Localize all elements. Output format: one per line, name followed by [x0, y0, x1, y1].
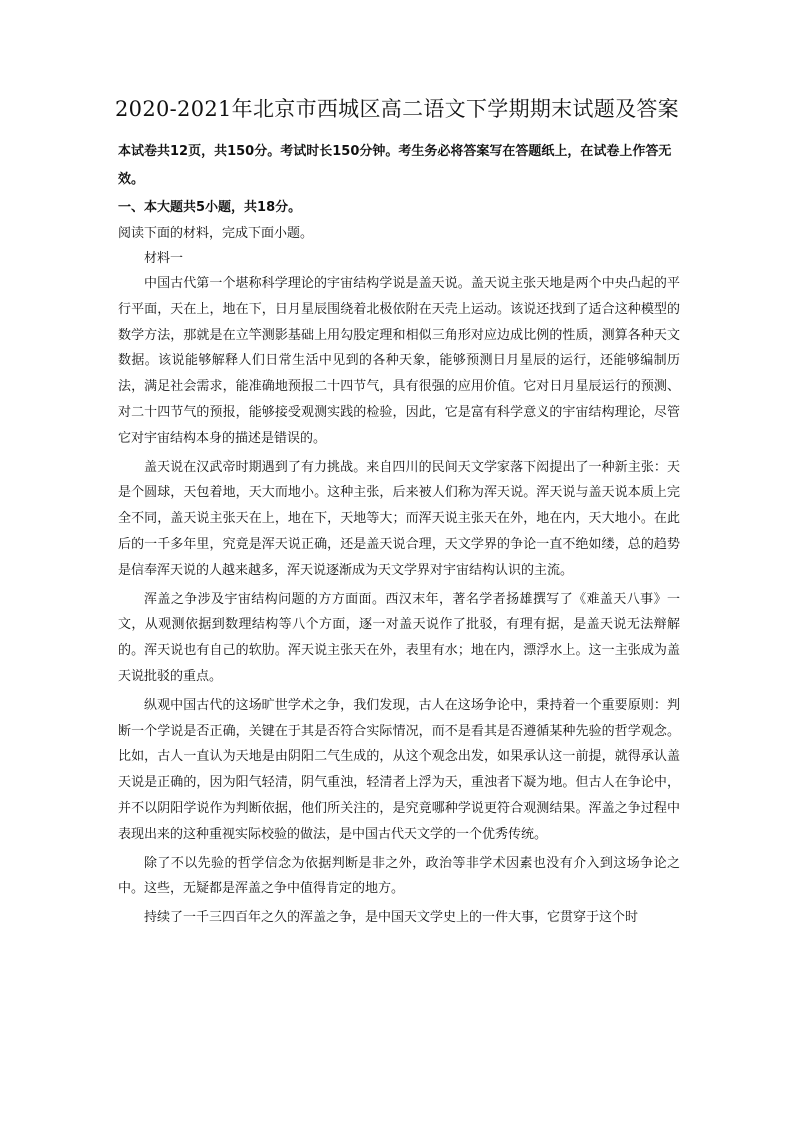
paragraph: 中国古代第一个堪称科学理论的宇宙结构学说是盖天说。盖天说主张天地是两个中央凸起的平行平面，天在上，地在下，日月星辰围绕着北极依附在天壳上运动。该说还找到了适合这种模型的数学方法，那就是在立竿测影基础上用勾股定理和相似三角形对应边成比例的性质，测算各种天文数据。该说能够解释人们日常生活中见到的各种天象，能够预测日月星辰的运行，还能够编制历法，满足社会需求，能准确地预报二十四节气，具有很强的应用价值。它对日月星辰运行的预测、对二十四节气的预报，能够接受观测实践的检验，因此，它是富有科学意义的宇宙结构理论，尽管它对宇宙结构本身的描述是错误的。	[118, 276, 680, 446]
exam-intro: 本试卷共12页，共150分。考试时长150分钟。考生务必将答案写在答题纸上，在试卷上作答无效。	[118, 144, 672, 187]
paragraph: 纵观中国古代的这场旷世学术之争，我们发现，古人在这场争论中，秉持着一个重要原则：判断一个学说是否正确，关键在于其是否符合实际情况，而不是看其是否遵循某种先验的哲学观念。比如，古人一直认为天地是由阴阳二气生成的，从这个观念出发，如果承认这一前提，就得承认盖天说是正确的，因为阳气轻清，阴气重浊，轻清者上浮为天，重浊者下凝为地。但古人在争论中，并不以阴阳学说作为判断依据，他们所关注的，是究竟哪种学说更符合观测结果。浑盖之争过程中表现出来的这种重视实际校验的做法，是中国古代天文学的一个优秀传统。	[118, 697, 680, 842]
paragraph: 除了不以先验的哲学信念为依据判断是非之外，政治等非学术因素也没有介入到这场争论之中。这些，无疑都是浑盖之争中值得肯定的地方。	[118, 855, 680, 897]
paragraph: 持续了一千三四百年之久的浑盖之争，是中国天文学史上的一件大事，它贯穿于这个时	[144, 910, 639, 926]
material-body	[118, 271, 680, 931]
section-heading: 一、本大题共5小题，共18分。	[118, 200, 302, 215]
paragraph: 盖天说在汉武帝时期遇到了有力挑战。来自四川的民间天文学家落下闳提出了一种新主张：天是个圆球，天包着地，天大而地小。这种主张，后来被人们称为浑天说。浑天说与盖天说本质上完全不同，盖天说主张天在上，地在下，天地等大；而浑天说主张天在外，地在内，天大地小。在此后的一千多年里，究竟是浑天说正确，还是盖天说合理，天文学界的争论一直不绝如缕，总的趋势是信奉浑天说的人越来越多，浑天说逐渐成为天文学界对宇宙结构认识的主流。	[118, 459, 680, 578]
material-label: 材料一	[144, 251, 184, 266]
reading-instruction: 阅读下面的材料，完成下面小题。	[118, 226, 314, 241]
paragraph: 浑盖之争涉及宇宙结构问题的方方面面。西汉末年，著名学者扬雄撰写了《难盖天八事》一文，从观测依据到数理结构等八个方面，逐一对盖天说作了批驳，有理有据，是盖天说无法辩解的。浑天说也有自己的软肋。浑天说主张天在外，表里有水；地在内，漂浮水上。这一主张成为盖天说批驳的重点。	[118, 591, 680, 684]
document-title: 2020-2021年北京市西城区高二语文下学期期末试题及答案	[115, 97, 679, 121]
